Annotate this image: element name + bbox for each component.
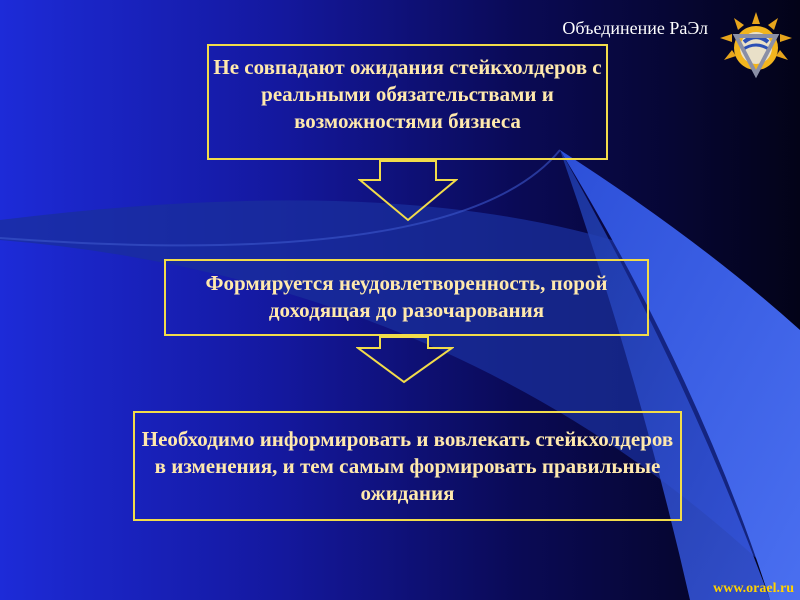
statement-box-1: Не совпадают ожидания стейкхолдеров с реальными обязательствами и возможностями бизнеса (207, 44, 608, 160)
website-link[interactable]: www.orael.ru (713, 581, 794, 596)
logo-icon (716, 10, 796, 90)
statement-box-2: Формируется неудовлетворенность, порой доходящая до разочарования (164, 259, 649, 336)
down-arrow-icon (356, 336, 454, 384)
organization-name: Объединение РаЭл (562, 18, 708, 38)
down-arrow-icon (358, 160, 458, 222)
statement-box-3: Необходимо информировать и вовлекать стейкхолдеров в изменения, и тем самым формировать правильные ожидания (133, 411, 682, 521)
